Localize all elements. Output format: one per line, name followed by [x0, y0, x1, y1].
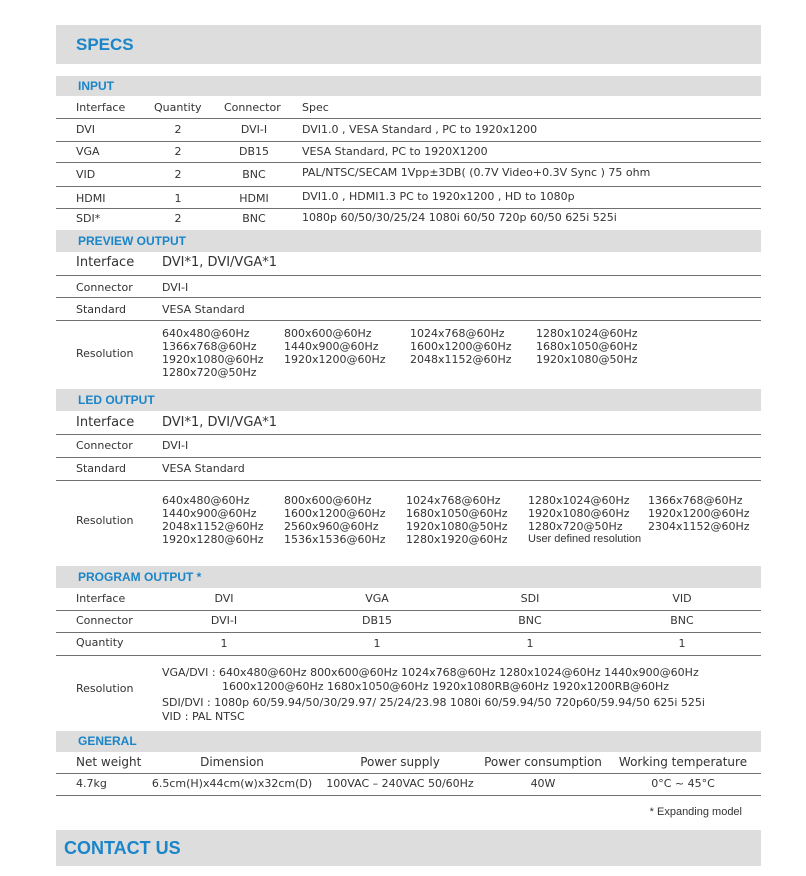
led-resolution-column [162, 494, 264, 546]
input-row-vid-quantity: 2 [174, 168, 182, 181]
resolution-value: 1920x1200@60Hz [648, 507, 750, 520]
general-header-power-consumption: Power consumption [484, 755, 602, 769]
program-resolution-line: SDI/DVI : 1080p 60/59.94/50/30/29.97/ 25/24/23.98 1080i 60/59.94/50 720p60/59.94/50 625i 525i [162, 696, 705, 709]
divider [56, 208, 761, 209]
divider [56, 632, 761, 633]
preview-connector-value: DVI-I [162, 281, 189, 294]
led-interface-label: Interface [76, 415, 135, 430]
resolution-value: 1280x720@50Hz [162, 366, 257, 379]
resolution-value: 1280x1024@60Hz [528, 494, 630, 507]
program-connector-vga: DB15 [361, 614, 393, 627]
preview-resolution-column [536, 327, 638, 366]
resolution-value: 1680x1050@60Hz [406, 507, 508, 520]
program-quantity-sdi: 1 [526, 637, 534, 650]
program-quantity-label: Quantity [76, 636, 124, 649]
program-quantity-dvi: 1 [220, 637, 228, 650]
general-header-net-weight: Net weight [76, 755, 142, 769]
resolution-value: 1440x900@60Hz [162, 507, 257, 520]
divider [56, 275, 761, 276]
led-connector-value: DVI-I [162, 439, 189, 452]
resolution-value: 1280x1024@60Hz [536, 327, 638, 340]
divider [56, 773, 761, 774]
led-standard-label: Standard [76, 462, 127, 475]
input-row-hdmi-connector: HDMI [239, 192, 269, 205]
led-resolution-label: Resolution [76, 514, 134, 527]
divider [56, 118, 761, 119]
general-header-working-temperature: Working temperature [618, 755, 748, 769]
preview-connector-label: Connector [76, 281, 133, 294]
led-resolution-column [648, 494, 750, 533]
program-resolution-line: 1600x1200@60Hz 1680x1050@60Hz 1920x1080RB@60Hz 1920x1200RB@60Hz [222, 680, 670, 693]
divider [56, 610, 761, 611]
contact-title: CONTACT US [64, 838, 181, 858]
input-row-dvi-connector: DVI-I [240, 123, 268, 136]
input-row-hdmi-interface: HDMI [76, 192, 106, 205]
input-row-sdi-quantity: 2 [174, 212, 182, 225]
resolution-value: 1920x1080@50Hz [406, 520, 508, 533]
input-row-dvi-interface: DVI [76, 123, 96, 136]
program-interface-vga: VGA [365, 592, 389, 605]
resolution-value: 640x480@60Hz [162, 494, 250, 507]
general-header-dimension: Dimension [200, 755, 264, 769]
input-row-dvi-quantity: 2 [174, 123, 182, 136]
resolution-value: 2048x1152@60Hz [162, 520, 264, 533]
preview-interface-value: DVI*1, DVI/VGA*1 [162, 255, 278, 270]
resolution-value: 1920x1080@50Hz [536, 353, 638, 366]
program-connector-label: Connector [76, 614, 133, 627]
general-title-band [56, 731, 761, 752]
input-row-sdi-interface: SDI* [76, 212, 101, 225]
resolution-value: 1024x768@60Hz [410, 327, 505, 340]
general-value-working-temperature: 0°C ~ 45°C [651, 777, 715, 790]
program-interface-label: Interface [76, 592, 126, 605]
resolution-value: 1600x1200@60Hz [410, 340, 512, 353]
footnote: * Expanding model [649, 806, 742, 818]
resolution-value: 1920x1280@60Hz [162, 533, 264, 546]
input-header-interface: Interface [76, 101, 126, 114]
resolution-value: 1366x768@60Hz [648, 494, 743, 507]
general-title: GENERAL [78, 734, 137, 748]
led-interface-value: DVI*1, DVI/VGA*1 [162, 415, 278, 430]
resolution-value: 2304x1152@60Hz [648, 520, 750, 533]
led-connector-label: Connector [76, 439, 133, 452]
input-row-hdmi-quantity: 1 [174, 192, 182, 205]
program-interface-dvi: DVI [214, 592, 234, 605]
divider [56, 655, 761, 656]
program-resolution-line: VID : PAL NTSC [162, 710, 245, 723]
preview-resolution-column [162, 327, 264, 379]
divider [56, 162, 761, 163]
led-resolution-column [284, 494, 386, 546]
general-value-net-weight: 4.7kg [76, 777, 107, 790]
user-defined-resolution: User defined resolution [528, 533, 642, 545]
resolution-value: 1920x1200@60Hz [284, 353, 386, 366]
general-value-power-supply: 100VAC – 240VAC 50/60Hz [326, 777, 474, 790]
input-row-hdmi-spec: DVI1.0 , HDMI1.3 PC to 1920x1200 , HD to 1080p [302, 190, 575, 203]
input-title: INPUT [78, 79, 114, 93]
divider [56, 186, 761, 187]
input-row-vga-quantity: 2 [174, 145, 182, 158]
program-interface-sdi: SDI [520, 592, 540, 605]
resolution-value: 1280x1920@60Hz [406, 533, 508, 546]
resolution-value: 2048x1152@60Hz [410, 353, 512, 366]
preview-resolution-column [410, 327, 512, 366]
resolution-value: 640x480@60Hz [162, 327, 250, 340]
input-title-band [56, 76, 761, 96]
input-row-vga-interface: VGA [76, 145, 100, 158]
divider [56, 434, 761, 435]
led-resolution-column [528, 494, 641, 546]
input-row-dvi-spec: DVI1.0 , VESA Standard , PC to 1920x1200 [302, 123, 538, 136]
resolution-value: 1680x1050@60Hz [536, 340, 638, 353]
program-connector-sdi: BNC [518, 614, 542, 627]
input-header-spec: Spec [302, 101, 329, 114]
specs-header-band [56, 25, 761, 64]
input-header-connector: Connector [224, 101, 281, 114]
led-title: LED OUTPUT [78, 393, 155, 407]
preview-standard-value: VESA Standard [162, 303, 245, 316]
general-value-power-consumption: 40W [530, 777, 556, 790]
input-row-vga-spec: VESA Standard, PC to 1920X1200 [302, 145, 488, 158]
preview-resolution-label: Resolution [76, 347, 134, 360]
led-resolution-column [406, 494, 508, 546]
divider [56, 457, 761, 458]
resolution-value: 800x600@60Hz [284, 494, 372, 507]
program-connector-vid: BNC [670, 614, 694, 627]
input-row-vid-interface: VID [76, 168, 96, 181]
resolution-value: 1920x1080@60Hz [162, 353, 264, 366]
led-standard-value: VESA Standard [162, 462, 245, 475]
program-connector-dvi: DVI-I [210, 614, 238, 627]
specs-title: SPECS [76, 35, 134, 54]
divider [56, 795, 761, 796]
resolution-value: 1280x720@50Hz [528, 520, 623, 533]
divider [56, 141, 761, 142]
general-header-power-supply: Power supply [360, 755, 440, 769]
resolution-value: 1440x900@60Hz [284, 340, 379, 353]
resolution-value: 1024x768@60Hz [406, 494, 501, 507]
input-row-sdi-spec: 1080p 60/50/30/25/24 1080i 60/50 720p 60/50 625i 525i [302, 211, 617, 224]
preview-standard-label: Standard [76, 303, 127, 316]
led-title-band [56, 389, 761, 411]
program-interface-vid: VID [672, 592, 692, 605]
preview-resolution-column [284, 327, 386, 366]
program-quantity-vga: 1 [373, 637, 381, 650]
program-title: PROGRAM OUTPUT * [78, 570, 202, 584]
resolution-value: 2560x960@60Hz [284, 520, 379, 533]
resolution-value: 1600x1200@60Hz [284, 507, 386, 520]
resolution-value: 1920x1080@60Hz [528, 507, 630, 520]
resolution-value: 1366x768@60Hz [162, 340, 257, 353]
resolution-value: 800x600@60Hz [284, 327, 372, 340]
resolution-value: 1536x1536@60Hz [284, 533, 386, 546]
divider [56, 480, 761, 481]
program-resolution-line: VGA/DVI : 640x480@60Hz 800x600@60Hz 1024x768@60Hz 1280x1024@60Hz 1440x900@60Hz [162, 666, 699, 679]
input-row-vid-spec: PAL/NTSC/SECAM 1Vpp±3DB( (0.7V Video+0.3V Sync ) 75 ohm [302, 166, 651, 179]
program-resolution-label: Resolution [76, 682, 134, 695]
divider [56, 297, 761, 298]
preview-title: PREVIEW OUTPUT [78, 234, 187, 248]
input-row-vga-connector: DB15 [238, 145, 270, 158]
input-row-vid-connector: BNC [242, 168, 266, 181]
input-row-sdi-connector: BNC [242, 212, 266, 225]
general-value-dimension: 6.5cm(H)x44cm(w)x32cm(D) [151, 777, 313, 790]
preview-interface-label: Interface [76, 255, 135, 270]
input-header-quantity: Quantity [154, 101, 202, 114]
program-quantity-vid: 1 [678, 637, 686, 650]
divider [56, 320, 761, 321]
